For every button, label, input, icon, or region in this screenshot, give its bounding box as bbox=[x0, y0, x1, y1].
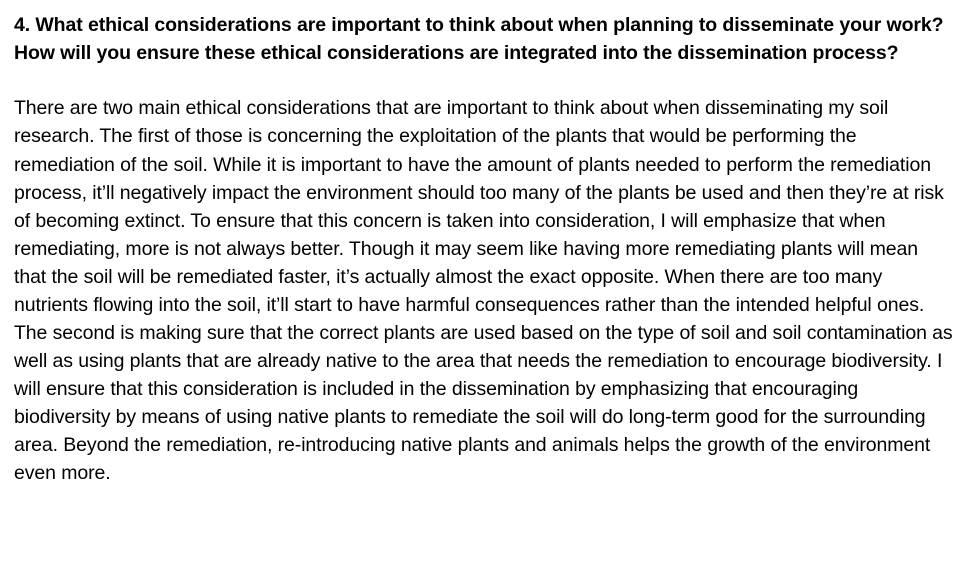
paragraph-spacer bbox=[14, 67, 953, 94]
question-heading: 4. What ethical considerations are important to think about when planning to disseminate your work? How will you ensure these ethical considerations are integrated into the dissemination process? bbox=[14, 14, 944, 64]
answer-paragraph: There are two main ethical considerations that are important to think about when disseminating my soil research. The first of those is concerning the exploitation of the plants that would be performing the remediation of the soil. While it is important to have the amount of plants needed to perform the remediation process, it’ll negatively impact the environment should too many of the plants be used and then they’re at risk of becoming extinct. To ensure that this concern is taken into consideration, I will emphasize that when remediating, more is not always better. Though it may seem like having more remediating plants will mean that the soil will be remediated faster, it’s actually almost the exact opposite. When there are too many nutrients flowing into the soil, it’ll start to have harmful consequences rather than the intended helpful ones. The second is making sure that the correct plants are used based on the type of soil and soil contamination as well as using plants that are already native to the area that needs the remediation to encourage biodiversity. I will ensure that this consideration is included in the dissemination by emphasizing that encouraging biodiversity by means of using native plants to remediate the soil will do long-term good for the surrounding area. Beyond the remediation, re-introducing native plants and animals helps the growth of the environment even more. bbox=[14, 97, 953, 485]
